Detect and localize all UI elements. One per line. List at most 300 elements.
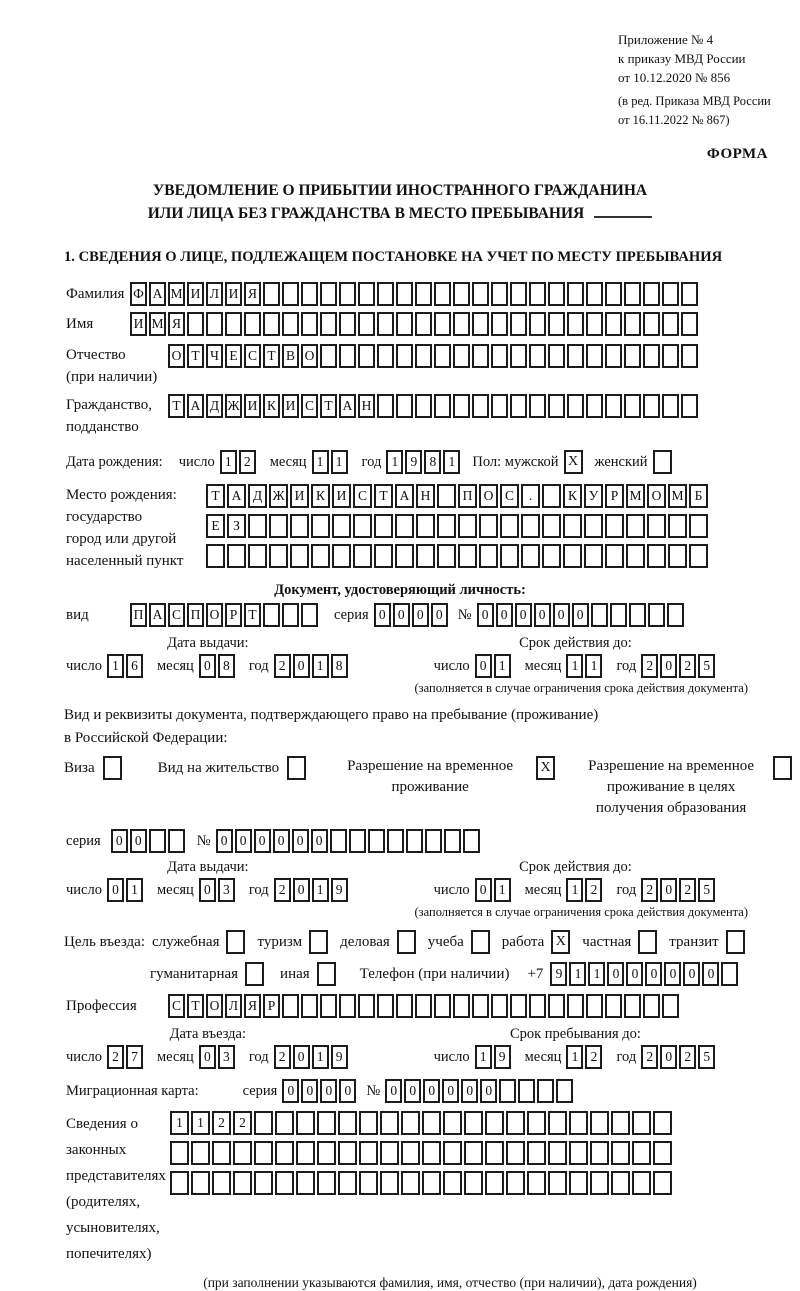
form-cell[interactable] xyxy=(527,1111,546,1135)
form-cell[interactable]: Ж xyxy=(225,394,242,418)
form-cell[interactable] xyxy=(290,514,309,538)
form-cell[interactable]: 0 xyxy=(626,962,643,986)
form-cell[interactable] xyxy=(330,829,347,853)
form-cell[interactable] xyxy=(632,1141,651,1165)
form-cell[interactable]: 0 xyxy=(273,829,290,853)
form-cell[interactable] xyxy=(368,829,385,853)
form-cell[interactable] xyxy=(529,394,546,418)
form-cell[interactable] xyxy=(527,1171,546,1195)
form-cell[interactable] xyxy=(485,1111,504,1135)
form-cell[interactable] xyxy=(282,603,299,627)
form-cell[interactable] xyxy=(590,1171,609,1195)
form-cell[interactable] xyxy=(358,282,375,306)
form-cell[interactable] xyxy=(668,544,687,568)
form-cell[interactable]: И xyxy=(332,484,351,508)
form-cell[interactable]: А xyxy=(187,394,204,418)
form-cell[interactable] xyxy=(443,1141,462,1165)
form-cell[interactable] xyxy=(282,312,299,336)
form-cell[interactable] xyxy=(263,282,280,306)
form-cell[interactable]: К xyxy=(563,484,582,508)
temp-residence-checkbox[interactable]: X xyxy=(536,756,555,780)
form-cell[interactable] xyxy=(542,544,561,568)
form-cell[interactable] xyxy=(584,544,603,568)
form-cell[interactable] xyxy=(464,1111,483,1135)
form-cell[interactable]: 1 xyxy=(107,654,124,678)
form-cell[interactable] xyxy=(275,1111,294,1135)
form-cell[interactable] xyxy=(548,394,565,418)
form-cell[interactable]: С xyxy=(244,344,261,368)
form-cell[interactable] xyxy=(444,829,461,853)
form-cell[interactable]: 0 xyxy=(339,1079,356,1103)
form-cell[interactable] xyxy=(647,544,666,568)
temp-residence-education-checkbox[interactable] xyxy=(773,756,792,780)
form-cell[interactable] xyxy=(339,282,356,306)
purpose-study-checkbox[interactable] xyxy=(471,930,490,954)
form-cell[interactable] xyxy=(629,603,646,627)
form-cell[interactable] xyxy=(227,544,246,568)
form-cell[interactable]: 2 xyxy=(641,1045,658,1069)
form-cell[interactable]: М xyxy=(168,282,185,306)
form-cell[interactable]: 1 xyxy=(585,654,602,678)
form-cell[interactable]: А xyxy=(149,282,166,306)
form-cell[interactable] xyxy=(506,1171,525,1195)
form-cell[interactable] xyxy=(254,1111,273,1135)
form-cell[interactable]: Т xyxy=(168,394,185,418)
form-cell[interactable] xyxy=(380,1111,399,1135)
form-cell[interactable]: Я xyxy=(244,282,261,306)
form-cell[interactable] xyxy=(187,312,204,336)
form-cell[interactable] xyxy=(689,544,708,568)
form-cell[interactable]: 2 xyxy=(212,1111,231,1135)
form-cell[interactable] xyxy=(586,312,603,336)
purpose-private-checkbox[interactable] xyxy=(638,930,657,954)
form-cell[interactable]: Я xyxy=(168,312,185,336)
form-cell[interactable]: 1 xyxy=(170,1111,189,1135)
form-cell[interactable] xyxy=(662,282,679,306)
form-cell[interactable]: 0 xyxy=(235,829,252,853)
form-cell[interactable]: И xyxy=(187,282,204,306)
form-cell[interactable] xyxy=(611,1111,630,1135)
form-cell[interactable] xyxy=(359,1141,378,1165)
form-cell[interactable] xyxy=(563,544,582,568)
form-cell[interactable]: 0 xyxy=(254,829,271,853)
form-cell[interactable]: 0 xyxy=(423,1079,440,1103)
form-cell[interactable] xyxy=(491,312,508,336)
form-cell[interactable]: 0 xyxy=(480,1079,497,1103)
form-cell[interactable] xyxy=(387,829,404,853)
visa-checkbox[interactable] xyxy=(103,756,122,780)
form-cell[interactable] xyxy=(339,994,356,1018)
form-cell[interactable] xyxy=(317,1141,336,1165)
form-cell[interactable] xyxy=(401,1111,420,1135)
residence-permit-checkbox[interactable] xyxy=(287,756,306,780)
form-cell[interactable] xyxy=(529,312,546,336)
form-cell[interactable] xyxy=(527,1141,546,1165)
form-cell[interactable] xyxy=(653,1171,672,1195)
form-cell[interactable]: 0 xyxy=(683,962,700,986)
form-cell[interactable]: 0 xyxy=(292,829,309,853)
form-cell[interactable]: 2 xyxy=(274,654,291,678)
form-cell[interactable] xyxy=(500,544,519,568)
form-cell[interactable] xyxy=(529,994,546,1018)
form-cell[interactable] xyxy=(296,1141,315,1165)
form-cell[interactable] xyxy=(662,344,679,368)
form-cell[interactable] xyxy=(458,514,477,538)
form-cell[interactable]: 2 xyxy=(679,878,696,902)
form-cell[interactable] xyxy=(301,282,318,306)
form-cell[interactable]: А xyxy=(149,603,166,627)
form-cell[interactable] xyxy=(437,484,456,508)
form-cell[interactable] xyxy=(529,282,546,306)
form-cell[interactable]: 0 xyxy=(301,1079,318,1103)
form-cell[interactable] xyxy=(263,312,280,336)
form-cell[interactable]: П xyxy=(130,603,147,627)
form-cell[interactable] xyxy=(320,344,337,368)
form-cell[interactable]: Д xyxy=(206,394,223,418)
form-cell[interactable]: 1 xyxy=(312,654,329,678)
form-cell[interactable]: Ч xyxy=(206,344,223,368)
form-cell[interactable] xyxy=(586,282,603,306)
form-cell[interactable] xyxy=(443,1111,462,1135)
form-cell[interactable] xyxy=(569,1141,588,1165)
form-cell[interactable] xyxy=(643,312,660,336)
form-cell[interactable] xyxy=(248,514,267,538)
form-cell[interactable] xyxy=(586,994,603,1018)
sex-female-checkbox[interactable] xyxy=(653,450,672,474)
form-cell[interactable] xyxy=(233,1171,252,1195)
form-cell[interactable] xyxy=(648,603,665,627)
form-cell[interactable] xyxy=(401,1141,420,1165)
form-cell[interactable] xyxy=(359,1171,378,1195)
form-cell[interactable]: 2 xyxy=(585,878,602,902)
form-cell[interactable] xyxy=(510,394,527,418)
form-cell[interactable]: С xyxy=(353,484,372,508)
form-cell[interactable] xyxy=(374,544,393,568)
form-cell[interactable]: 0 xyxy=(385,1079,402,1103)
form-cell[interactable]: 2 xyxy=(274,1045,291,1069)
form-cell[interactable] xyxy=(518,1079,535,1103)
form-cell[interactable]: 1 xyxy=(566,654,583,678)
form-cell[interactable] xyxy=(632,1171,651,1195)
form-cell[interactable]: Р xyxy=(225,603,242,627)
form-cell[interactable] xyxy=(396,282,413,306)
form-cell[interactable]: 0 xyxy=(216,829,233,853)
form-cell[interactable]: И xyxy=(130,312,147,336)
form-cell[interactable]: О xyxy=(206,994,223,1018)
form-cell[interactable] xyxy=(569,1111,588,1135)
form-cell[interactable]: 1 xyxy=(475,1045,492,1069)
form-cell[interactable] xyxy=(168,829,185,853)
form-cell[interactable] xyxy=(434,282,451,306)
form-cell[interactable]: С xyxy=(168,994,185,1018)
form-cell[interactable] xyxy=(667,603,684,627)
form-cell[interactable]: О xyxy=(647,484,666,508)
form-cell[interactable] xyxy=(548,312,565,336)
form-cell[interactable]: 7 xyxy=(126,1045,143,1069)
form-cell[interactable] xyxy=(464,1171,483,1195)
form-cell[interactable] xyxy=(149,829,166,853)
form-cell[interactable]: В xyxy=(282,344,299,368)
form-cell[interactable]: 2 xyxy=(107,1045,124,1069)
form-cell[interactable]: 0 xyxy=(664,962,681,986)
form-cell[interactable] xyxy=(380,1171,399,1195)
form-cell[interactable] xyxy=(458,544,477,568)
form-cell[interactable]: 1 xyxy=(191,1111,210,1135)
form-cell[interactable] xyxy=(590,1141,609,1165)
form-cell[interactable]: Т xyxy=(263,344,280,368)
form-cell[interactable] xyxy=(353,514,372,538)
form-cell[interactable] xyxy=(437,544,456,568)
form-cell[interactable]: 0 xyxy=(199,1045,216,1069)
form-cell[interactable] xyxy=(681,344,698,368)
form-cell[interactable] xyxy=(506,1111,525,1135)
form-cell[interactable] xyxy=(643,282,660,306)
form-cell[interactable] xyxy=(434,394,451,418)
form-cell[interactable]: 1 xyxy=(312,450,329,474)
form-cell[interactable] xyxy=(567,312,584,336)
form-cell[interactable] xyxy=(311,544,330,568)
form-cell[interactable]: 0 xyxy=(130,829,147,853)
form-cell[interactable] xyxy=(358,994,375,1018)
form-cell[interactable]: 1 xyxy=(588,962,605,986)
form-cell[interactable]: 5 xyxy=(698,878,715,902)
form-cell[interactable] xyxy=(537,1079,554,1103)
form-cell[interactable] xyxy=(332,544,351,568)
form-cell[interactable] xyxy=(453,282,470,306)
form-cell[interactable]: 2 xyxy=(585,1045,602,1069)
form-cell[interactable]: 0 xyxy=(293,654,310,678)
form-cell[interactable]: 0 xyxy=(496,603,513,627)
form-cell[interactable] xyxy=(339,312,356,336)
form-cell[interactable] xyxy=(499,1079,516,1103)
form-cell[interactable] xyxy=(681,312,698,336)
form-cell[interactable] xyxy=(296,1111,315,1135)
form-cell[interactable] xyxy=(406,829,423,853)
form-cell[interactable]: 0 xyxy=(702,962,719,986)
form-cell[interactable]: 0 xyxy=(461,1079,478,1103)
form-cell[interactable]: 0 xyxy=(199,878,216,902)
form-cell[interactable]: 2 xyxy=(233,1111,252,1135)
form-cell[interactable] xyxy=(422,1111,441,1135)
form-cell[interactable]: Н xyxy=(416,484,435,508)
form-cell[interactable]: Р xyxy=(263,994,280,1018)
form-cell[interactable] xyxy=(556,1079,573,1103)
form-cell[interactable] xyxy=(434,344,451,368)
form-cell[interactable]: А xyxy=(339,394,356,418)
form-cell[interactable]: Т xyxy=(320,394,337,418)
form-cell[interactable]: Т xyxy=(187,994,204,1018)
form-cell[interactable] xyxy=(254,1171,273,1195)
form-cell[interactable] xyxy=(206,544,225,568)
form-cell[interactable]: 0 xyxy=(107,878,124,902)
form-cell[interactable] xyxy=(339,344,356,368)
form-cell[interactable] xyxy=(548,1171,567,1195)
form-cell[interactable] xyxy=(605,544,624,568)
form-cell[interactable] xyxy=(647,514,666,538)
form-cell[interactable] xyxy=(472,394,489,418)
form-cell[interactable] xyxy=(212,1171,231,1195)
form-cell[interactable] xyxy=(563,514,582,538)
form-cell[interactable]: Т xyxy=(206,484,225,508)
form-cell[interactable]: 8 xyxy=(218,654,235,678)
form-cell[interactable]: 0 xyxy=(660,878,677,902)
form-cell[interactable] xyxy=(624,312,641,336)
form-cell[interactable]: О xyxy=(206,603,223,627)
form-cell[interactable] xyxy=(212,1141,231,1165)
form-cell[interactable] xyxy=(689,514,708,538)
form-cell[interactable]: 0 xyxy=(515,603,532,627)
form-cell[interactable]: У xyxy=(584,484,603,508)
form-cell[interactable]: 2 xyxy=(641,878,658,902)
form-cell[interactable]: 1 xyxy=(126,878,143,902)
form-cell[interactable] xyxy=(605,514,624,538)
form-cell[interactable]: 1 xyxy=(566,1045,583,1069)
form-cell[interactable]: Р xyxy=(605,484,624,508)
form-cell[interactable]: 9 xyxy=(331,878,348,902)
form-cell[interactable] xyxy=(510,312,527,336)
form-cell[interactable] xyxy=(626,514,645,538)
form-cell[interactable] xyxy=(643,344,660,368)
form-cell[interactable]: 8 xyxy=(331,654,348,678)
form-cell[interactable]: М xyxy=(149,312,166,336)
form-cell[interactable] xyxy=(301,603,318,627)
form-cell[interactable]: 0 xyxy=(660,654,677,678)
form-cell[interactable] xyxy=(353,544,372,568)
form-cell[interactable] xyxy=(721,962,738,986)
form-cell[interactable] xyxy=(453,994,470,1018)
purpose-tourism-checkbox[interactable] xyxy=(309,930,328,954)
form-cell[interactable]: О xyxy=(168,344,185,368)
form-cell[interactable]: И xyxy=(290,484,309,508)
form-cell[interactable] xyxy=(320,282,337,306)
form-cell[interactable] xyxy=(244,312,261,336)
form-cell[interactable]: Ж xyxy=(269,484,288,508)
form-cell[interactable]: 1 xyxy=(312,1045,329,1069)
purpose-transit-checkbox[interactable] xyxy=(726,930,745,954)
form-cell[interactable] xyxy=(396,312,413,336)
form-cell[interactable] xyxy=(491,344,508,368)
form-cell[interactable]: 0 xyxy=(111,829,128,853)
form-cell[interactable] xyxy=(567,344,584,368)
form-cell[interactable]: П xyxy=(458,484,477,508)
form-cell[interactable] xyxy=(567,282,584,306)
form-cell[interactable] xyxy=(567,994,584,1018)
form-cell[interactable] xyxy=(472,994,489,1018)
form-cell[interactable]: Н xyxy=(358,394,375,418)
form-cell[interactable] xyxy=(590,1111,609,1135)
form-cell[interactable] xyxy=(510,282,527,306)
form-cell[interactable]: 0 xyxy=(282,1079,299,1103)
purpose-humanitarian-checkbox[interactable] xyxy=(245,962,264,986)
form-cell[interactable]: 0 xyxy=(660,1045,677,1069)
purpose-other-checkbox[interactable] xyxy=(317,962,336,986)
form-cell[interactable]: 0 xyxy=(293,878,310,902)
form-cell[interactable] xyxy=(624,394,641,418)
form-cell[interactable]: 5 xyxy=(698,654,715,678)
form-cell[interactable]: С xyxy=(301,394,318,418)
form-cell[interactable] xyxy=(611,1141,630,1165)
form-cell[interactable] xyxy=(338,1171,357,1195)
form-cell[interactable] xyxy=(605,312,622,336)
form-cell[interactable]: А xyxy=(227,484,246,508)
form-cell[interactable] xyxy=(643,994,660,1018)
form-cell[interactable] xyxy=(453,394,470,418)
form-cell[interactable]: И xyxy=(282,394,299,418)
form-cell[interactable]: Е xyxy=(225,344,242,368)
form-cell[interactable] xyxy=(377,282,394,306)
form-cell[interactable] xyxy=(605,282,622,306)
form-cell[interactable]: 1 xyxy=(494,654,511,678)
form-cell[interactable] xyxy=(586,394,603,418)
form-cell[interactable]: . xyxy=(521,484,540,508)
form-cell[interactable] xyxy=(591,603,608,627)
form-cell[interactable] xyxy=(422,1141,441,1165)
form-cell[interactable] xyxy=(377,344,394,368)
form-cell[interactable]: О xyxy=(479,484,498,508)
form-cell[interactable]: 0 xyxy=(311,829,328,853)
form-cell[interactable] xyxy=(542,514,561,538)
form-cell[interactable]: Л xyxy=(206,282,223,306)
form-cell[interactable]: 0 xyxy=(393,603,410,627)
form-cell[interactable] xyxy=(191,1171,210,1195)
form-cell[interactable] xyxy=(485,1171,504,1195)
form-cell[interactable] xyxy=(275,1171,294,1195)
form-cell[interactable] xyxy=(521,544,540,568)
form-cell[interactable] xyxy=(453,312,470,336)
form-cell[interactable]: 0 xyxy=(293,1045,310,1069)
form-cell[interactable] xyxy=(434,994,451,1018)
form-cell[interactable] xyxy=(548,344,565,368)
form-cell[interactable]: Б xyxy=(689,484,708,508)
form-cell[interactable]: П xyxy=(187,603,204,627)
form-cell[interactable]: Д xyxy=(248,484,267,508)
form-cell[interactable] xyxy=(611,1171,630,1195)
form-cell[interactable]: 0 xyxy=(412,603,429,627)
form-cell[interactable]: З xyxy=(227,514,246,538)
form-cell[interactable] xyxy=(472,282,489,306)
form-cell[interactable]: 0 xyxy=(404,1079,421,1103)
form-cell[interactable] xyxy=(332,514,351,538)
form-cell[interactable] xyxy=(463,829,480,853)
form-cell[interactable]: 2 xyxy=(274,878,291,902)
form-cell[interactable]: 9 xyxy=(331,1045,348,1069)
form-cell[interactable] xyxy=(415,282,432,306)
form-cell[interactable] xyxy=(529,344,546,368)
form-cell[interactable] xyxy=(605,394,622,418)
form-cell[interactable] xyxy=(491,994,508,1018)
form-cell[interactable]: 0 xyxy=(431,603,448,627)
form-cell[interactable] xyxy=(396,994,413,1018)
form-cell[interactable] xyxy=(453,344,470,368)
form-cell[interactable]: 2 xyxy=(679,1045,696,1069)
form-cell[interactable] xyxy=(396,344,413,368)
form-cell[interactable]: К xyxy=(311,484,330,508)
form-cell[interactable] xyxy=(170,1171,189,1195)
form-cell[interactable]: О xyxy=(301,344,318,368)
form-cell[interactable]: Т xyxy=(187,344,204,368)
form-cell[interactable] xyxy=(401,1171,420,1195)
form-cell[interactable] xyxy=(510,994,527,1018)
form-cell[interactable] xyxy=(320,312,337,336)
form-cell[interactable] xyxy=(586,344,603,368)
form-cell[interactable]: 9 xyxy=(405,450,422,474)
form-cell[interactable]: 2 xyxy=(239,450,256,474)
form-cell[interactable] xyxy=(191,1141,210,1165)
form-cell[interactable]: 1 xyxy=(312,878,329,902)
purpose-commercial-checkbox[interactable] xyxy=(397,930,416,954)
form-cell[interactable] xyxy=(395,514,414,538)
form-cell[interactable] xyxy=(225,312,242,336)
